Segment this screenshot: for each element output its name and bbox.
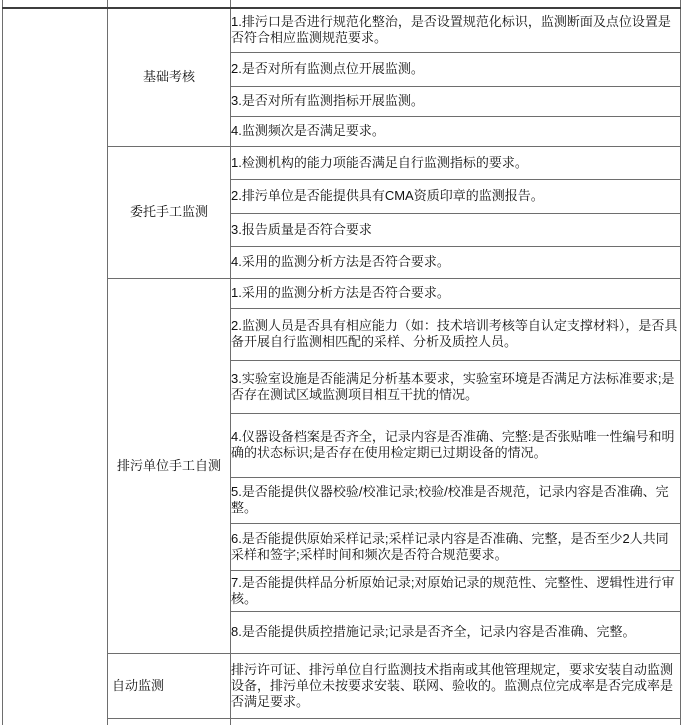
category-cell: 自动监测 [108,653,231,718]
checklist-item-cell: 4.仪器设备档案是否齐全，记录内容是否准确、完整:是否张贴唯一性编号和明确的状态标识;是否存在使用检定期已过期设备的情况。 [231,413,681,477]
checklist-item-cell: 排污许可证、排污单位自行监测技术指南或其他管理规定，要求安装自动监测设备，排污单位未按要求安装、联网、验收的。监测点位完成率是否完成率是否满足要求。 [231,653,681,718]
checklist-item-cell: 4.采用的监测分析方法是否符合要求。 [231,246,681,278]
checklist-item-cell: 3.是否对所有监测指标开展监测。 [231,86,681,116]
checklist-item-cell: 8.是否能提供质控措施记录;记录是否齐全，记录内容是否准确、完整。 [231,611,681,653]
empty-cell [3,0,108,8]
checklist-item-cell: 6.是否能提供原始采样记录;采样记录内容是否准确、完整，是否至少2人共同采样和签字;采样时间和频次是否符合规范要求。 [231,523,681,570]
category-cell: 基础考核 [108,8,231,146]
checklist-item-cell: 7.是否能提供样品分析原始记录;对原始记录的规范性、完整性、逻辑性进行审核。 [231,570,681,611]
checklist-item-cell: 4.监测频次是否满足要求。 [231,116,681,146]
category-cell: 排污单位手工自测 [108,278,231,653]
checklist-item-cell: 1.采用的监测分析方法是否符合要求。 [231,278,681,308]
assessment-table [2,0,681,725]
left-column-cell [3,8,108,725]
empty-cell [231,718,681,725]
table-row [3,8,681,52]
empty-cell [231,0,681,8]
checklist-item-cell: 3.实验室设施是否能满足分析基本要求，实验室环境是否满足方法标准要求;是否存在测试区域监测项目相互干扰的情况。 [231,360,681,413]
checklist-item-cell: 3.报告质量是否符合要求 [231,213,681,246]
empty-cell [108,718,231,725]
checklist-item-cell: 5.是否能提供仪器校验/校准记录;校验/校准是否规范，记录内容是否准确、完整。 [231,477,681,523]
empty-cell [108,0,231,8]
checklist-item-cell: 2.排污单位是否能提供具有CMA资质印章的监测报告。 [231,179,681,213]
category-cell: 委托手工监测 [108,146,231,278]
checklist-item-cell: 2.是否对所有监测点位开展监测。 [231,52,681,86]
table-row [3,0,681,8]
checklist-item-cell: 1.排污口是否进行规范化整治，是否设置规范化标识，监测断面及点位设置是否符合相应监测规范要求。 [231,8,681,52]
checklist-item-cell: 2.监测人员是否具有相应能力（如：技术培训考核等自认定支撑材料），是否具备开展自行监测相匹配的采样、分析及质控人员。 [231,308,681,360]
checklist-item-cell: 1.检测机构的能力项能否满足自行监测指标的要求。 [231,146,681,179]
